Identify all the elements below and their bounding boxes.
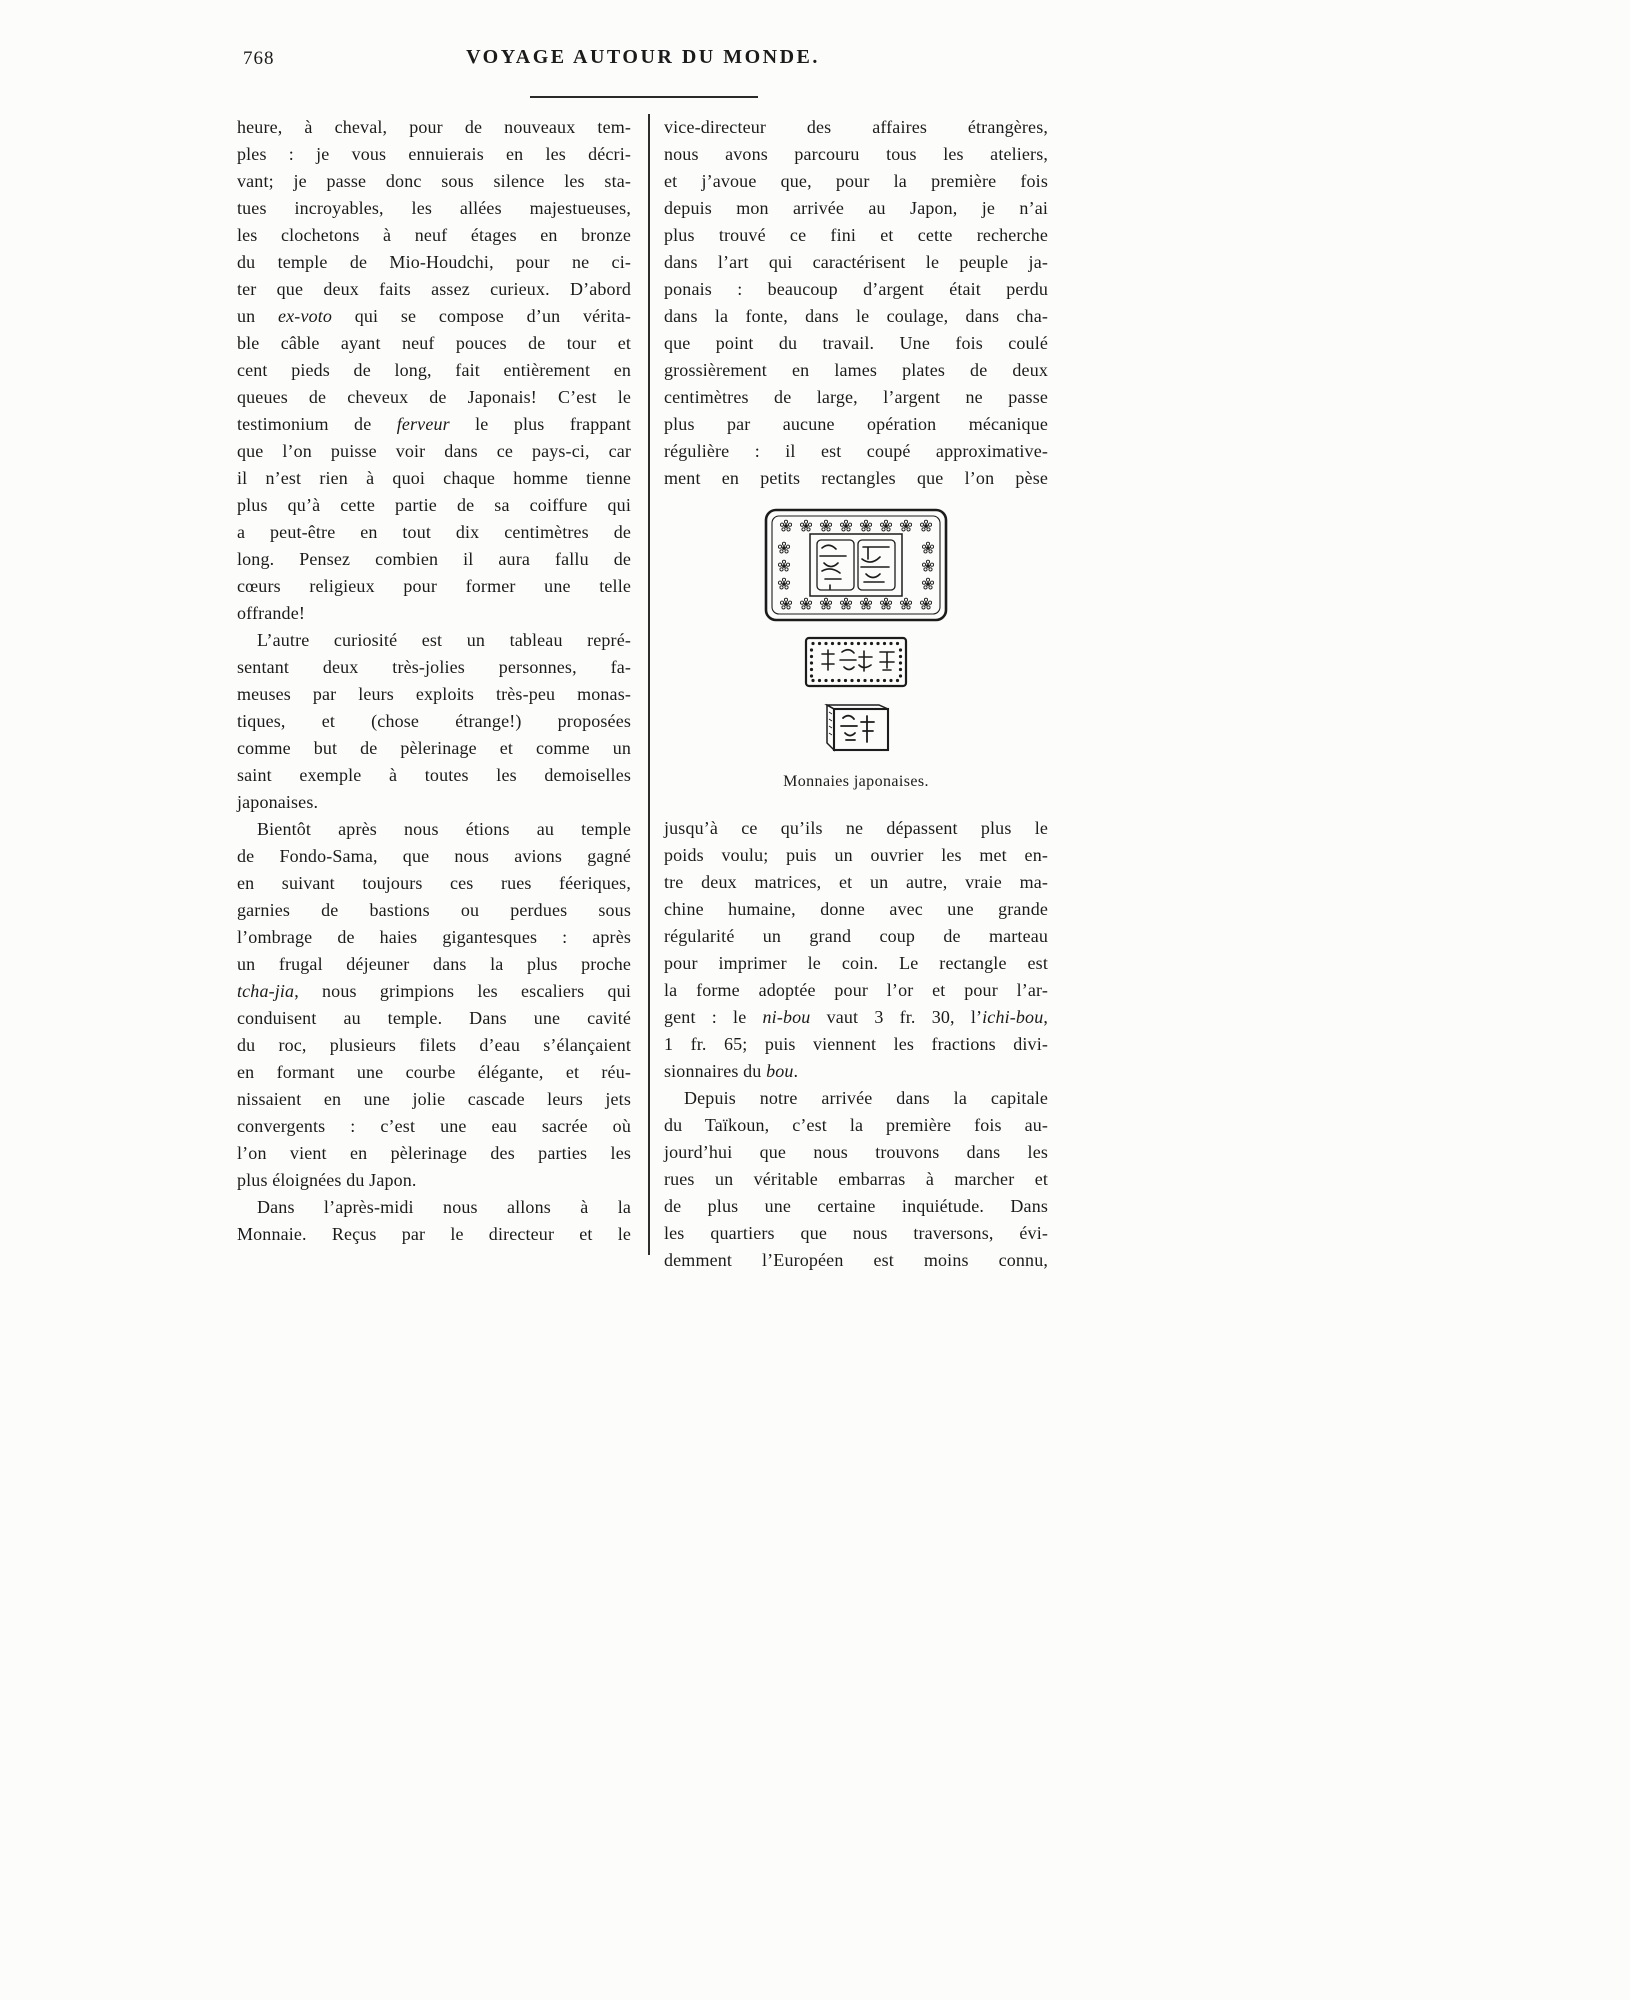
text-line: tiques, et (chose étrange!) proposées <box>237 711 631 731</box>
text-line: conduisent au temple. Dans une cavité <box>237 1008 631 1028</box>
text-line: ples : je vous ennuierais en les décri- <box>237 144 631 164</box>
text-line: du roc, plusieurs filets d’eau s’élançaient <box>237 1035 631 1055</box>
text-line: l’ombrage de haies gigantesques : après <box>237 927 631 947</box>
text-line: plus par aucune opération mécanique <box>664 414 1048 434</box>
text-line: rues un véritable embarras à marcher et <box>664 1169 1048 1189</box>
text-line: vant; je passe donc sous silence les sta- <box>237 171 631 191</box>
text-line: cœurs religieux pour former une telle <box>237 576 631 596</box>
text-line: Dans l’après-midi nous allons à la <box>257 1197 631 1217</box>
text-line: long. Pensez combien il aura fallu de <box>237 549 631 569</box>
text-line: plus trouvé ce fini et cette recherche <box>664 225 1048 245</box>
text-line: Monnaie. Reçus par le directeur et le <box>237 1224 631 1244</box>
text-line: les clochetons à neuf étages en bronze <box>237 225 631 245</box>
text-line: l’on vient en pèlerinage des parties les <box>237 1143 631 1163</box>
text-line: depuis mon arrivée au Japon, je n’ai <box>664 198 1048 218</box>
text-line: ponais : beaucoup d’argent était perdu <box>664 279 1048 299</box>
text-line: cent pieds de long, fait entièrement en <box>237 360 631 380</box>
text-line: pour imprimer le coin. Le rectangle est <box>664 953 1048 973</box>
coin-figure <box>664 508 1048 795</box>
rectangular-coin-illustration <box>804 636 908 688</box>
text-line: testimonium de ferveur le plus frappant <box>237 414 632 434</box>
text-line: Depuis notre arrivée dans la capitale <box>684 1088 1048 1108</box>
text-line: de Fondo-Sama, que nous avions gagné <box>237 846 631 866</box>
text-line: les quartiers que nous traversons, évi- <box>664 1223 1048 1243</box>
text-line: comme but de pèlerinage et comme un <box>237 738 631 758</box>
text-line: ter que deux faits assez curieux. D’abord <box>237 279 631 299</box>
text-line: en suivant toujours ces rues féeriques, <box>237 873 631 893</box>
text-line: Bientôt après nous étions au temple <box>257 819 631 839</box>
text-line: L’autre curiosité est un tableau repré- <box>257 630 631 650</box>
text-line: régularité un grand coup de marteau <box>664 926 1048 946</box>
text-line: dans l’art qui caractérisent le peuple ja- <box>664 252 1048 272</box>
text-line: du temple de Mio-Houdchi, pour ne ci- <box>237 252 631 272</box>
text-line: que l’on puisse voir dans ce pays-ci, car <box>237 441 631 461</box>
text-line: sionnaires du bou. <box>664 1061 799 1081</box>
text-line: japonaises. <box>237 792 319 812</box>
text-line: la forme adoptée pour l’or et pour l’ar- <box>664 980 1048 1000</box>
text-line: offrande! <box>237 603 305 623</box>
header-rule <box>530 96 758 98</box>
text-line: saint exemple à toutes les demoiselles <box>237 765 631 785</box>
text-line: chine humaine, donne avec une grande <box>664 899 1048 919</box>
text-line: nissaient en une jolie cascade leurs jets <box>237 1089 631 1109</box>
text-line: meuses par leurs exploits très-peu monas- <box>237 684 631 704</box>
text-line: a peut-être en tout dix centimètres de <box>237 522 631 542</box>
text-line: tre deux matrices, et un autre, vraie ma- <box>664 872 1048 892</box>
text-line: gent : le ni-bou vaut 3 fr. 30, l’ichi-bou, <box>664 1007 1048 1027</box>
left-column <box>237 114 631 1248</box>
text-line: grossièrement en lames plates de deux <box>664 360 1048 380</box>
text-line: il n’est rien à quoi chaque homme tienne <box>237 468 631 488</box>
text-line: du Taïkoun, c’est la première fois au- <box>664 1115 1048 1135</box>
text-line: ble câble ayant neuf pouces de tour et <box>237 333 631 353</box>
right-column-text-after-figure <box>664 815 1048 1274</box>
right-column <box>664 114 1048 1274</box>
text-line: que point du travail. Une fois coulé <box>664 333 1048 353</box>
text-line: convergents : c’est une eau sacrée où <box>237 1116 631 1136</box>
text-line: demment l’Européen est moins connu, <box>664 1250 1048 1270</box>
text-line: jourd’hui que nous trouvons dans les <box>664 1142 1048 1162</box>
text-line: queues de cheveux de Japonais! C’est le <box>237 387 631 407</box>
text-line: nous avons parcouru tous les ateliers, <box>664 144 1048 164</box>
oblong-coin-illustration <box>764 508 948 622</box>
text-line: jusqu’à ce qu’ils ne dépassent plus le <box>664 818 1048 838</box>
text-line: un ex-voto qui se compose d’un vérita- <box>237 306 631 326</box>
text-line: centimètres de large, l’argent ne passe <box>664 387 1048 407</box>
running-title: VOYAGE AUTOUR DU MONDE. <box>466 46 820 68</box>
text-line: 1 fr. 65; puis viennent les fractions divi- <box>664 1034 1048 1054</box>
page-number: 768 <box>243 48 275 69</box>
text-line: tues incroyables, les allées majestueuses, <box>237 198 631 218</box>
text-line: dans la fonte, dans le coulage, dans cha- <box>664 306 1048 326</box>
text-line: ment en petits rectangles que l’on pèse <box>664 468 1048 488</box>
text-line: régulière : il est coupé approximative- <box>664 441 1048 461</box>
text-line: de plus une certaine inquiétude. Dans <box>664 1196 1048 1216</box>
text-line: un frugal déjeuner dans la plus proche <box>237 954 631 974</box>
text-line: et j’avoue que, pour la première fois <box>664 171 1048 191</box>
figure-caption: Monnaies japonaises. <box>783 773 929 790</box>
text-line: heure, à cheval, pour de nouveaux tem- <box>237 117 631 137</box>
text-line: vice-directeur des affaires étrangères, <box>664 117 1048 137</box>
right-column-text-before-figure <box>664 114 1048 492</box>
text-line: garnies de bastions ou perdues sous <box>237 900 631 920</box>
square-seal-coin-illustration <box>820 700 892 754</box>
text-line: poids voulu; puis un ouvrier les met en- <box>664 845 1048 865</box>
text-line: tcha-jia, nous grimpions les escaliers qui <box>237 981 631 1001</box>
column-divider <box>648 114 650 1255</box>
text-line: sentant deux très-jolies personnes, fa- <box>237 657 631 677</box>
text-line: plus éloignées du Japon. <box>237 1170 417 1190</box>
text-line: plus qu’à cette partie de sa coiffure qui <box>237 495 631 515</box>
text-line: en formant une courbe élégante, et réu- <box>237 1062 631 1082</box>
